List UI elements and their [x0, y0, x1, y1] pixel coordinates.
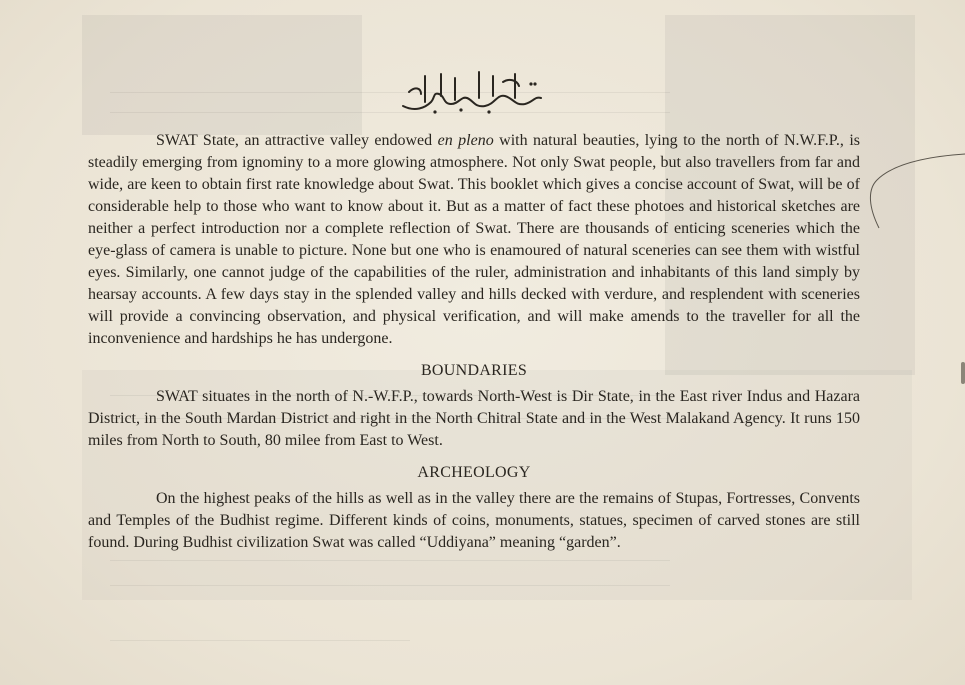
- boundaries-paragraph: SWAT situates in the north of N.-W.F.P., towards North-West is Dir State, in the East river Indus and Hazara District, in the South Mardan District and right in the North Chitral State and in the West Malakand Agency. It runs 150 miles from North to South, 80 milee from East to West.: [88, 388, 860, 449]
- intro-italic-phrase: en pleno: [437, 132, 494, 149]
- intro-text-rest: with natural beauties, lying to the north of N.W.F.P., is steadily emerging from ignominy to a more glowing atmosphere. Not only Swat people, but also travellers from far and wide, are keen to obtain first rate knowledge about Swat. This booklet which gives a concise account of Swat, will be of considerable help to those who want to know about it. But as a matter of fact these photoes and historical sketches are neither a perfect introduction nor a complete reflection of Swat. There are thousands of enticing sceneries which the eye-glass of camera is unable to picture. None but one who is enamoured of natural sceneries can see them with wistful eyes. Similarly, one cannot judge of the capabilities of the ruler, administration and inhabitants of this land simply by hearsay accounts. A few days stay in the splended valley and hills decked with verdure, and resplendent with sceneries will provide a convincing observation, and physical verification, and will make amends to the traveller for all the inconvenience and hardships he has undergone.: [88, 132, 860, 347]
- page-fold-curve: [855, 150, 965, 230]
- page-edge-mark: [961, 362, 965, 384]
- intro-text-start: SWAT State, an attractive valley endowed: [156, 132, 438, 149]
- archeology-heading: ARCHEOLOGY: [417, 464, 531, 481]
- booklet-text: [88, 130, 860, 554]
- show-through-photo-left: [82, 15, 362, 135]
- bismillah-calligraphy-icon: [395, 68, 545, 118]
- intro-paragraph: [88, 130, 860, 350]
- archeology-paragraph: On the highest peaks of the hills as well as in the valley there are the remains of Stupas, Fortresses, Convents and Temples of the Budhist regime. Different kinds of coins, monuments, statues, specimen of carved stones are still found. During Budhist civilization Swat was called “Uddiyana” meaning “garden”.: [88, 490, 860, 551]
- boundaries-heading: BOUNDARIES: [420, 362, 528, 379]
